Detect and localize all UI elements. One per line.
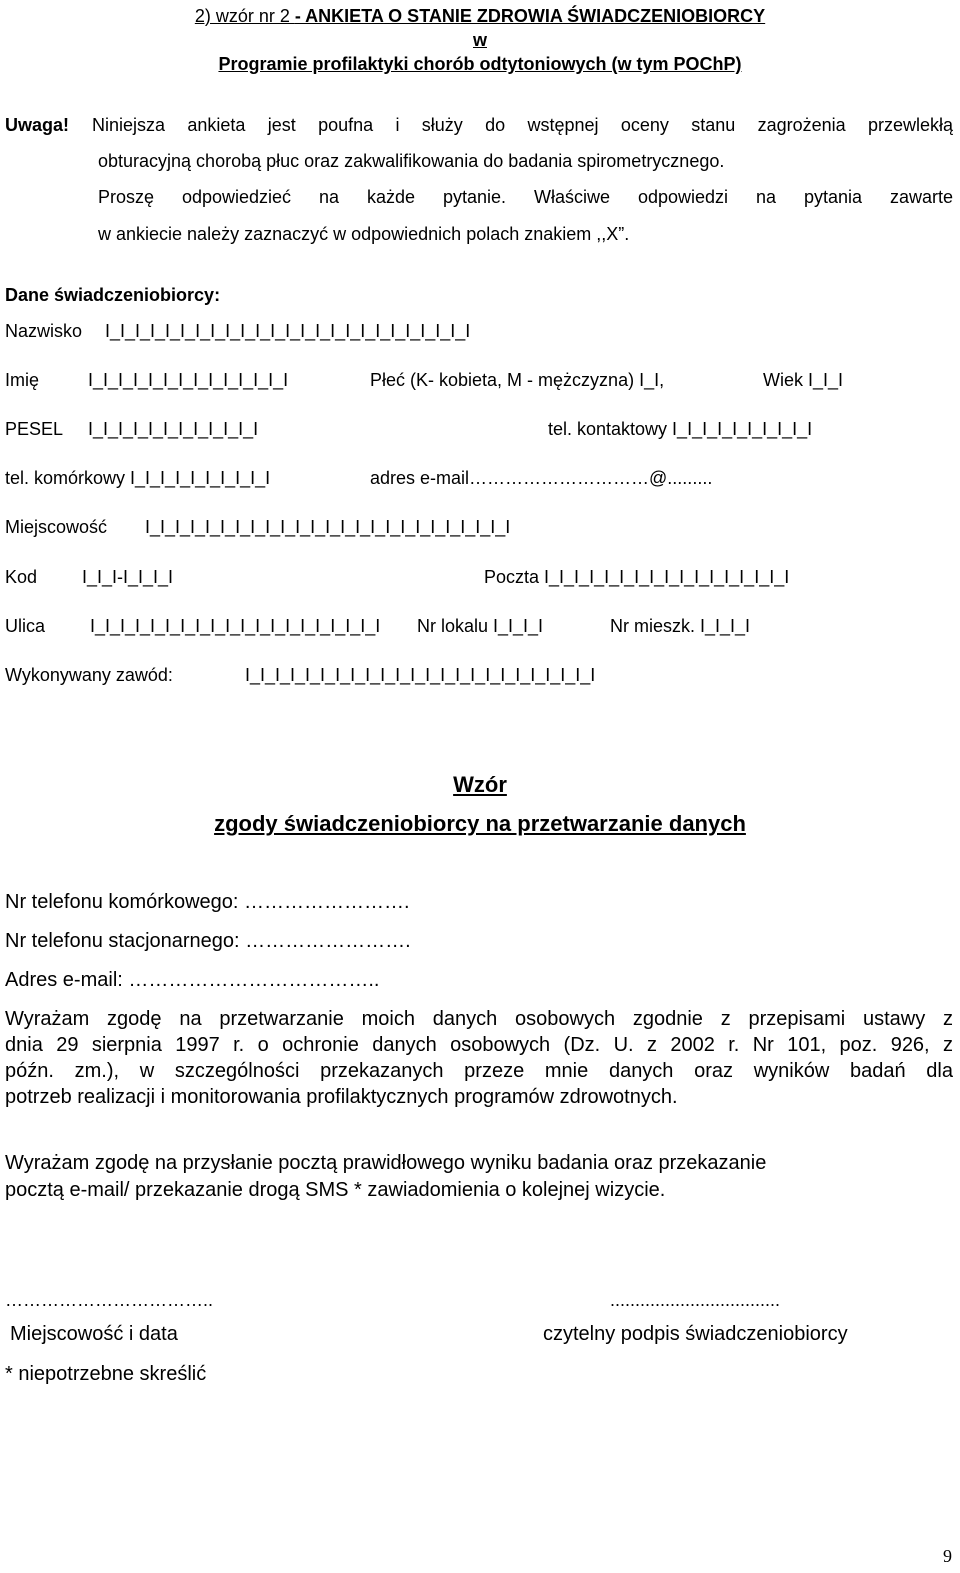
nazwisko-label: Nazwisko xyxy=(5,321,83,341)
signature-label: czytelny podpis świadczeniobiorcy xyxy=(543,1323,848,1345)
imie-label: Imię xyxy=(5,370,40,390)
consent-tel-fixed[interactable]: Nr telefonu stacjonarnego: ……………………. xyxy=(5,930,411,952)
nazwisko-field[interactable]: I_I_I_I_I_I_I_I_I_I_I_I_I_I_I_I_I_I_I_I_I_I_I_I_I xyxy=(105,321,471,341)
signature-place-date-label: Miejscowość i data xyxy=(10,1323,178,1345)
ulica-field[interactable]: I_I_I_I_I_I_I_I_I_I_I_I_I_I_I_I_I_I_I_I xyxy=(90,616,381,636)
consent-subtitle: zgody świadczeniobiorcy na przetwarzanie danych xyxy=(214,811,746,836)
nr-mieszk-field[interactable]: Nr mieszk. I_I_I_I xyxy=(610,616,751,636)
notice-line-1: Niniejsza ankieta jest poufna i służy do wstępnej oceny stanu zagrożenia przewlekłą xyxy=(92,115,953,135)
kod-field[interactable]: I_I_I-I_I_I_I xyxy=(82,567,174,587)
title-prefix: 2) wzór nr 2 xyxy=(194,6,295,26)
title-line-3: Programie profilaktyki chorób odtytoniowych (w tym POChP) xyxy=(218,54,742,74)
tel-komorkowy-field[interactable]: tel. komórkowy I_I_I_I_I_I_I_I_I_I xyxy=(5,468,271,488)
plec-field[interactable]: Płeć (K- kobieta, M - mężczyzna) I_I, xyxy=(370,370,665,390)
zawod-field[interactable]: I_I_I_I_I_I_I_I_I_I_I_I_I_I_I_I_I_I_I_I_I_I_I_I xyxy=(245,665,596,685)
tel-kontaktowy-field[interactable]: tel. kontaktowy I_I_I_I_I_I_I_I_I_I xyxy=(548,419,813,439)
notice-line-3: Proszę odpowiedzieć na każde pytanie. Właściwe odpowiedzi na pytania zawarte xyxy=(98,187,953,207)
ulica-label: Ulica xyxy=(5,616,46,636)
consent-para1-line1: Wyrażam zgodę na przetwarzanie moich danych osobowych zgodnie z przepisami ustawy z xyxy=(5,1008,953,1030)
pesel-field[interactable]: I_I_I_I_I_I_I_I_I_I_I_I xyxy=(88,419,259,439)
page-number: 9 xyxy=(943,1546,952,1566)
consent-para1-line2: dnia 29 sierpnia 1997 r. o ochronie danych osobowych (Dz. U. z 2002 r. Nr 101, poz. 926, z xyxy=(5,1034,953,1056)
poczta-field[interactable]: Poczta I_I_I_I_I_I_I_I_I_I_I_I_I_I_I_I_I xyxy=(484,567,790,587)
kod-label: Kod xyxy=(5,567,38,587)
nr-lokalu-field[interactable]: Nr lokalu I_I_I_I xyxy=(417,616,544,636)
pesel-label: PESEL xyxy=(5,419,64,439)
notice-line-2: obturacyjną chorobą płuc oraz zakwalifikowania do badania spirometrycznego. xyxy=(98,151,725,171)
signature-dots-right: .................................. xyxy=(610,1290,781,1310)
section-title: Dane świadczeniobiorcy: xyxy=(5,285,221,305)
consent-para1-line4: potrzeb realizacji i monitorowania profilaktycznych programów zdrowotnych. xyxy=(5,1086,678,1108)
consent-email[interactable]: Adres e-mail: ……………………………….. xyxy=(5,969,380,991)
notice-label: Uwaga! xyxy=(5,115,70,135)
miejscowosc-label: Miejscowość xyxy=(5,517,108,537)
title-line-2: w xyxy=(472,30,487,50)
wiek-field[interactable]: Wiek I_I_I xyxy=(763,370,844,390)
consent-tel-mobile[interactable]: Nr telefonu komórkowego: ……………………. xyxy=(5,891,410,913)
footnote: * niepotrzebne skreślić xyxy=(5,1363,207,1385)
signature-dots-left: …………………………….. xyxy=(5,1290,214,1310)
miejscowosc-field[interactable]: I_I_I_I_I_I_I_I_I_I_I_I_I_I_I_I_I_I_I_I_I_I_I_I_I xyxy=(145,517,511,537)
consent-para2-line1: Wyrażam zgodę na przysłanie pocztą prawidłowego wyniku badania oraz przekazanie xyxy=(5,1152,767,1174)
imie-field[interactable]: I_I_I_I_I_I_I_I_I_I_I_I_I_I xyxy=(88,370,289,390)
document-title xyxy=(0,5,960,27)
consent-para2-line2: pocztą e-mail/ przekazanie drogą SMS * zawiadomienia o kolejnej wizycie. xyxy=(5,1179,666,1201)
notice-line-4: w ankiecie należy zaznaczyć w odpowiednich polach znakiem ,,X”. xyxy=(98,224,630,244)
consent-title: Wzór xyxy=(453,772,507,797)
title-bold: - ANKIETA O STANIE ZDROWIA ŚWIADCZENIOBIORCY xyxy=(294,6,766,26)
consent-para1-line3: późn. zm.), w szczególności przekazanych przeze mnie danych oraz wyników badań dla xyxy=(5,1060,953,1082)
zawod-label: Wykonywany zawód: xyxy=(5,665,173,685)
email-field[interactable]: adres e-mail…………………………@......... xyxy=(370,468,713,488)
